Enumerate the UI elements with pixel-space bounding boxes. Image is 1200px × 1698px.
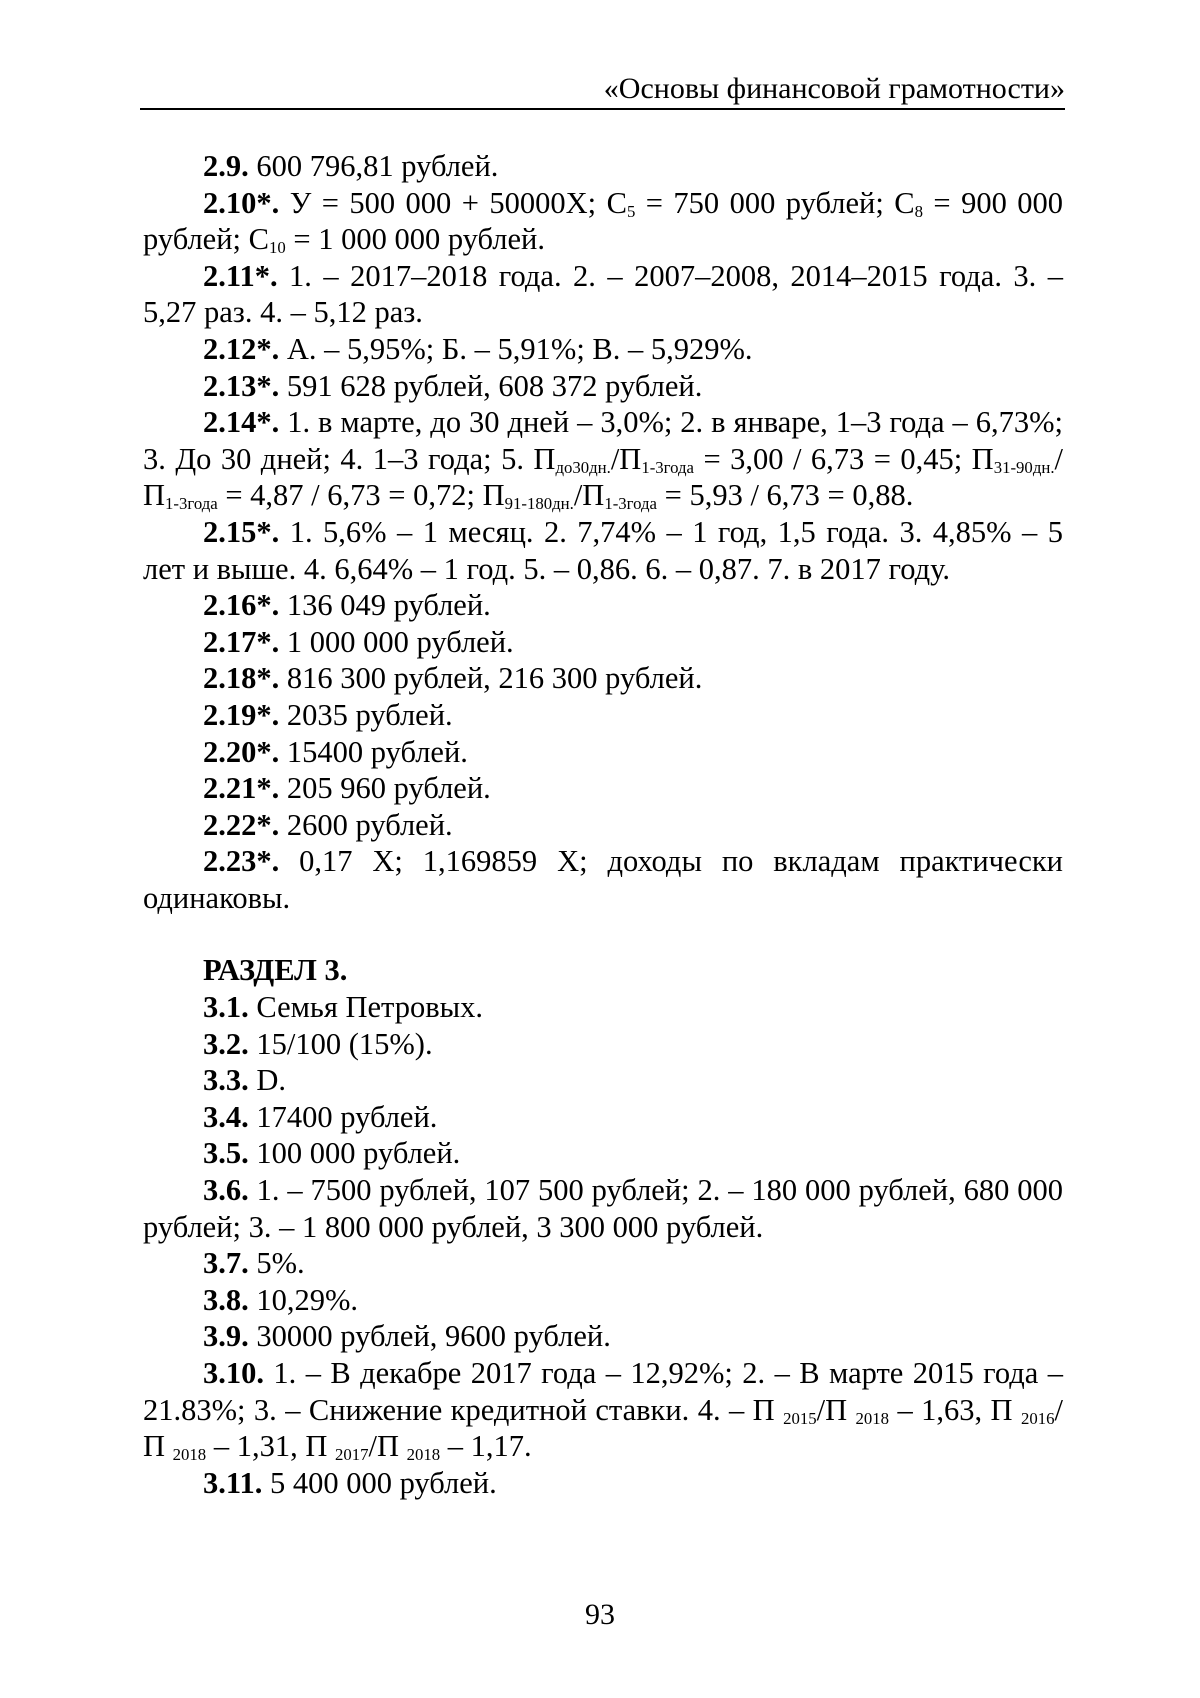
subscript: 2018 [406, 1445, 441, 1465]
answer-number: 3.2. [203, 1026, 249, 1061]
page-number: 93 [585, 1598, 615, 1631]
answer-text: 1. в марте, до 30 дней – 3,0%; 2. в январе, 1–3 года – 6,73%; 3. До 30 дней; 4. 1–3 года; 5. П [143, 405, 1063, 476]
answer-text: – 1,31, П [206, 1429, 335, 1464]
subscript: 8 [914, 201, 923, 221]
answer-text: А. – 5,95%; Б. – 5,91%; В. – 5,929%. [279, 331, 753, 366]
answer-number: 2.14*. [203, 405, 280, 440]
answer-text: 2035 рублей. [279, 697, 453, 732]
answer-text: = 4,87 / 6,73 = 0,72; П [217, 478, 505, 513]
answer-text: 1 000 000 рублей. [279, 624, 514, 659]
answer-3-5 [143, 1135, 1063, 1172]
answer-number: 2.22*. [203, 807, 280, 842]
subscript: 2016 [1021, 1408, 1055, 1428]
answer-3-8 [143, 1282, 1063, 1319]
answer-3-6 [143, 1172, 1063, 1245]
answer-number: 3.3. [203, 1063, 249, 1098]
answer-2-14 [143, 404, 1063, 514]
answer-text: /П [368, 1429, 407, 1464]
answer-2-16 [143, 587, 1063, 624]
answer-2-15 [143, 514, 1063, 587]
answer-number: 2.12*. [203, 331, 280, 366]
answer-3-1 [143, 989, 1063, 1026]
answer-text: = 5,93 / 6,73 = 0,88. [657, 478, 914, 513]
answer-number: 3.1. [203, 990, 249, 1025]
answer-3-11 [143, 1465, 1063, 1502]
subscript: 91-180дн. [504, 494, 574, 514]
answers-content [143, 148, 1063, 1501]
answer-text: У = 500 000 + 50000Х; С [279, 185, 627, 220]
answer-text: = 1 000 000 рублей. [285, 222, 545, 257]
answer-text: /П [610, 441, 642, 476]
section-gap [143, 916, 1063, 952]
answer-text: 10,29%. [248, 1282, 359, 1317]
answer-2-20 [143, 734, 1063, 771]
answer-text: 5 400 000 рублей. [262, 1465, 497, 1500]
answer-number: 3.10. [203, 1356, 264, 1390]
answer-number: 3.7. [203, 1246, 249, 1281]
answer-number: 2.16*. [203, 588, 280, 623]
answer-number: 3.9. [203, 1319, 249, 1354]
subscript: 1-3года [641, 457, 694, 477]
answer-text: /П [816, 1392, 856, 1427]
answer-number: 2.11*. [203, 258, 278, 293]
answer-number: 2.15*. [203, 514, 280, 549]
answer-text: 17400 рублей. [248, 1099, 438, 1134]
answer-number: 2.17*. [203, 624, 280, 659]
subscript: 2015 [783, 1408, 817, 1428]
subscript: 1-3года [165, 494, 218, 514]
answer-text: Семья Петровых. [248, 990, 484, 1025]
answer-number: 2.20*. [203, 734, 280, 769]
answer-text: 1. 5,6% – 1 месяц. 2. 7,74% – 1 год, 1,5 года. 3. 4,85% – 5 лет и выше. 4. 6,64% – 1 год. 5. – 0,86. 6. – 0,87. 7. в 2017 году. [143, 514, 1063, 586]
subscript: 2017 [334, 1445, 369, 1465]
answer-2-9 [143, 148, 1063, 185]
answer-3-10 [143, 1355, 1063, 1465]
answer-text: – 1,63, П [889, 1392, 1021, 1427]
answer-number: 2.13*. [203, 368, 280, 403]
subscript: 1-3года [604, 494, 657, 514]
subscript: 5 [626, 201, 636, 221]
answer-2-10 [143, 185, 1063, 258]
answer-2-22 [143, 807, 1063, 844]
subscript: 10 [268, 238, 286, 258]
answer-text: 15400 рублей. [279, 734, 468, 769]
answer-number: 2.18*. [203, 661, 280, 696]
answer-text: 591 628 рублей, 608 372 рублей. [279, 368, 703, 403]
answer-text: 30000 рублей, 9600 рублей. [248, 1319, 611, 1354]
answer-text: 1. – В декабре 2017 года – 12,92%; 2. – В марте 2015 года – 21.83%; 3. – Снижение кредитной ставки. 4. – П [143, 1356, 1063, 1427]
answer-text: 1. – 2017–2018 года. 2. – 2007–2008, 2014–2015 года. 3. – 5,27 раз. 4. – 5,12 раз. [143, 258, 1063, 330]
answer-text: 5%. [248, 1246, 305, 1281]
subscript: 31-90дн. [993, 457, 1055, 477]
answer-text: = 3,00 / 6,73 = 0,45; П [694, 441, 994, 476]
answer-text: /П [143, 1392, 1064, 1464]
answer-3-7 [143, 1245, 1063, 1282]
subscript: до30дн. [555, 457, 611, 477]
answer-text: 100 000 рублей. [248, 1136, 461, 1171]
running-header: «Основы финансовой грамотности» [140, 72, 1065, 110]
answer-text: 15/100 (15%). [248, 1026, 433, 1061]
answer-text: 816 300 рублей, 216 300 рублей. [279, 661, 703, 696]
subscript: 2018 [172, 1445, 207, 1465]
answer-2-13 [143, 368, 1063, 405]
answer-number: 3.8. [203, 1282, 249, 1317]
answer-text: 0,17 Х; 1,169859 Х; доходы по вкладам практически одинаковы. [143, 844, 1063, 915]
answer-number: 2.9. [203, 149, 249, 183]
answer-number: 3.11. [203, 1465, 263, 1500]
answer-3-4 [143, 1099, 1063, 1136]
answer-2-18 [143, 660, 1063, 697]
answer-2-21 [143, 770, 1063, 807]
answer-text: 205 960 рублей. [279, 771, 491, 806]
answer-number: 2.23*. [203, 844, 280, 879]
answer-number: 2.10*. [203, 185, 280, 220]
answer-text: /П [143, 441, 1063, 513]
answer-2-19 [143, 697, 1063, 734]
answer-number: 2.19*. [203, 697, 280, 732]
answer-number: 3.4. [203, 1099, 249, 1134]
answer-text: 1. – 7500 рублей, 107 500 рублей; 2. – 180 000 рублей, 680 000 рублей; 3. – 1 800 000 рублей, 3 300 000 рублей. [143, 1173, 1063, 1244]
answer-text: = 750 000 рублей; С [635, 185, 915, 220]
answer-2-11 [143, 258, 1063, 331]
answer-text: D. [248, 1063, 287, 1098]
answer-number: 2.21*. [203, 771, 280, 806]
answer-text: 136 049 рублей. [279, 588, 491, 623]
answer-2-12 [143, 331, 1063, 368]
answer-text: 600 796,81 рублей. [248, 149, 499, 183]
answer-number: 3.6. [203, 1173, 249, 1208]
answer-3-9 [143, 1318, 1063, 1355]
answer-3-3 [143, 1062, 1063, 1099]
answer-2-17 [143, 624, 1063, 661]
answer-text: 2600 рублей. [279, 807, 453, 842]
answer-text: – 1,17. [440, 1429, 532, 1464]
section-title: РАЗДЕЛ 3. [203, 953, 348, 988]
answer-text: = 900 000 рублей; С [143, 185, 1064, 257]
answer-text: /П [573, 478, 605, 513]
answer-3-2 [143, 1026, 1063, 1063]
answer-number: 3.5. [203, 1136, 249, 1171]
subscript: 2018 [855, 1408, 890, 1428]
answer-2-23 [143, 843, 1063, 916]
